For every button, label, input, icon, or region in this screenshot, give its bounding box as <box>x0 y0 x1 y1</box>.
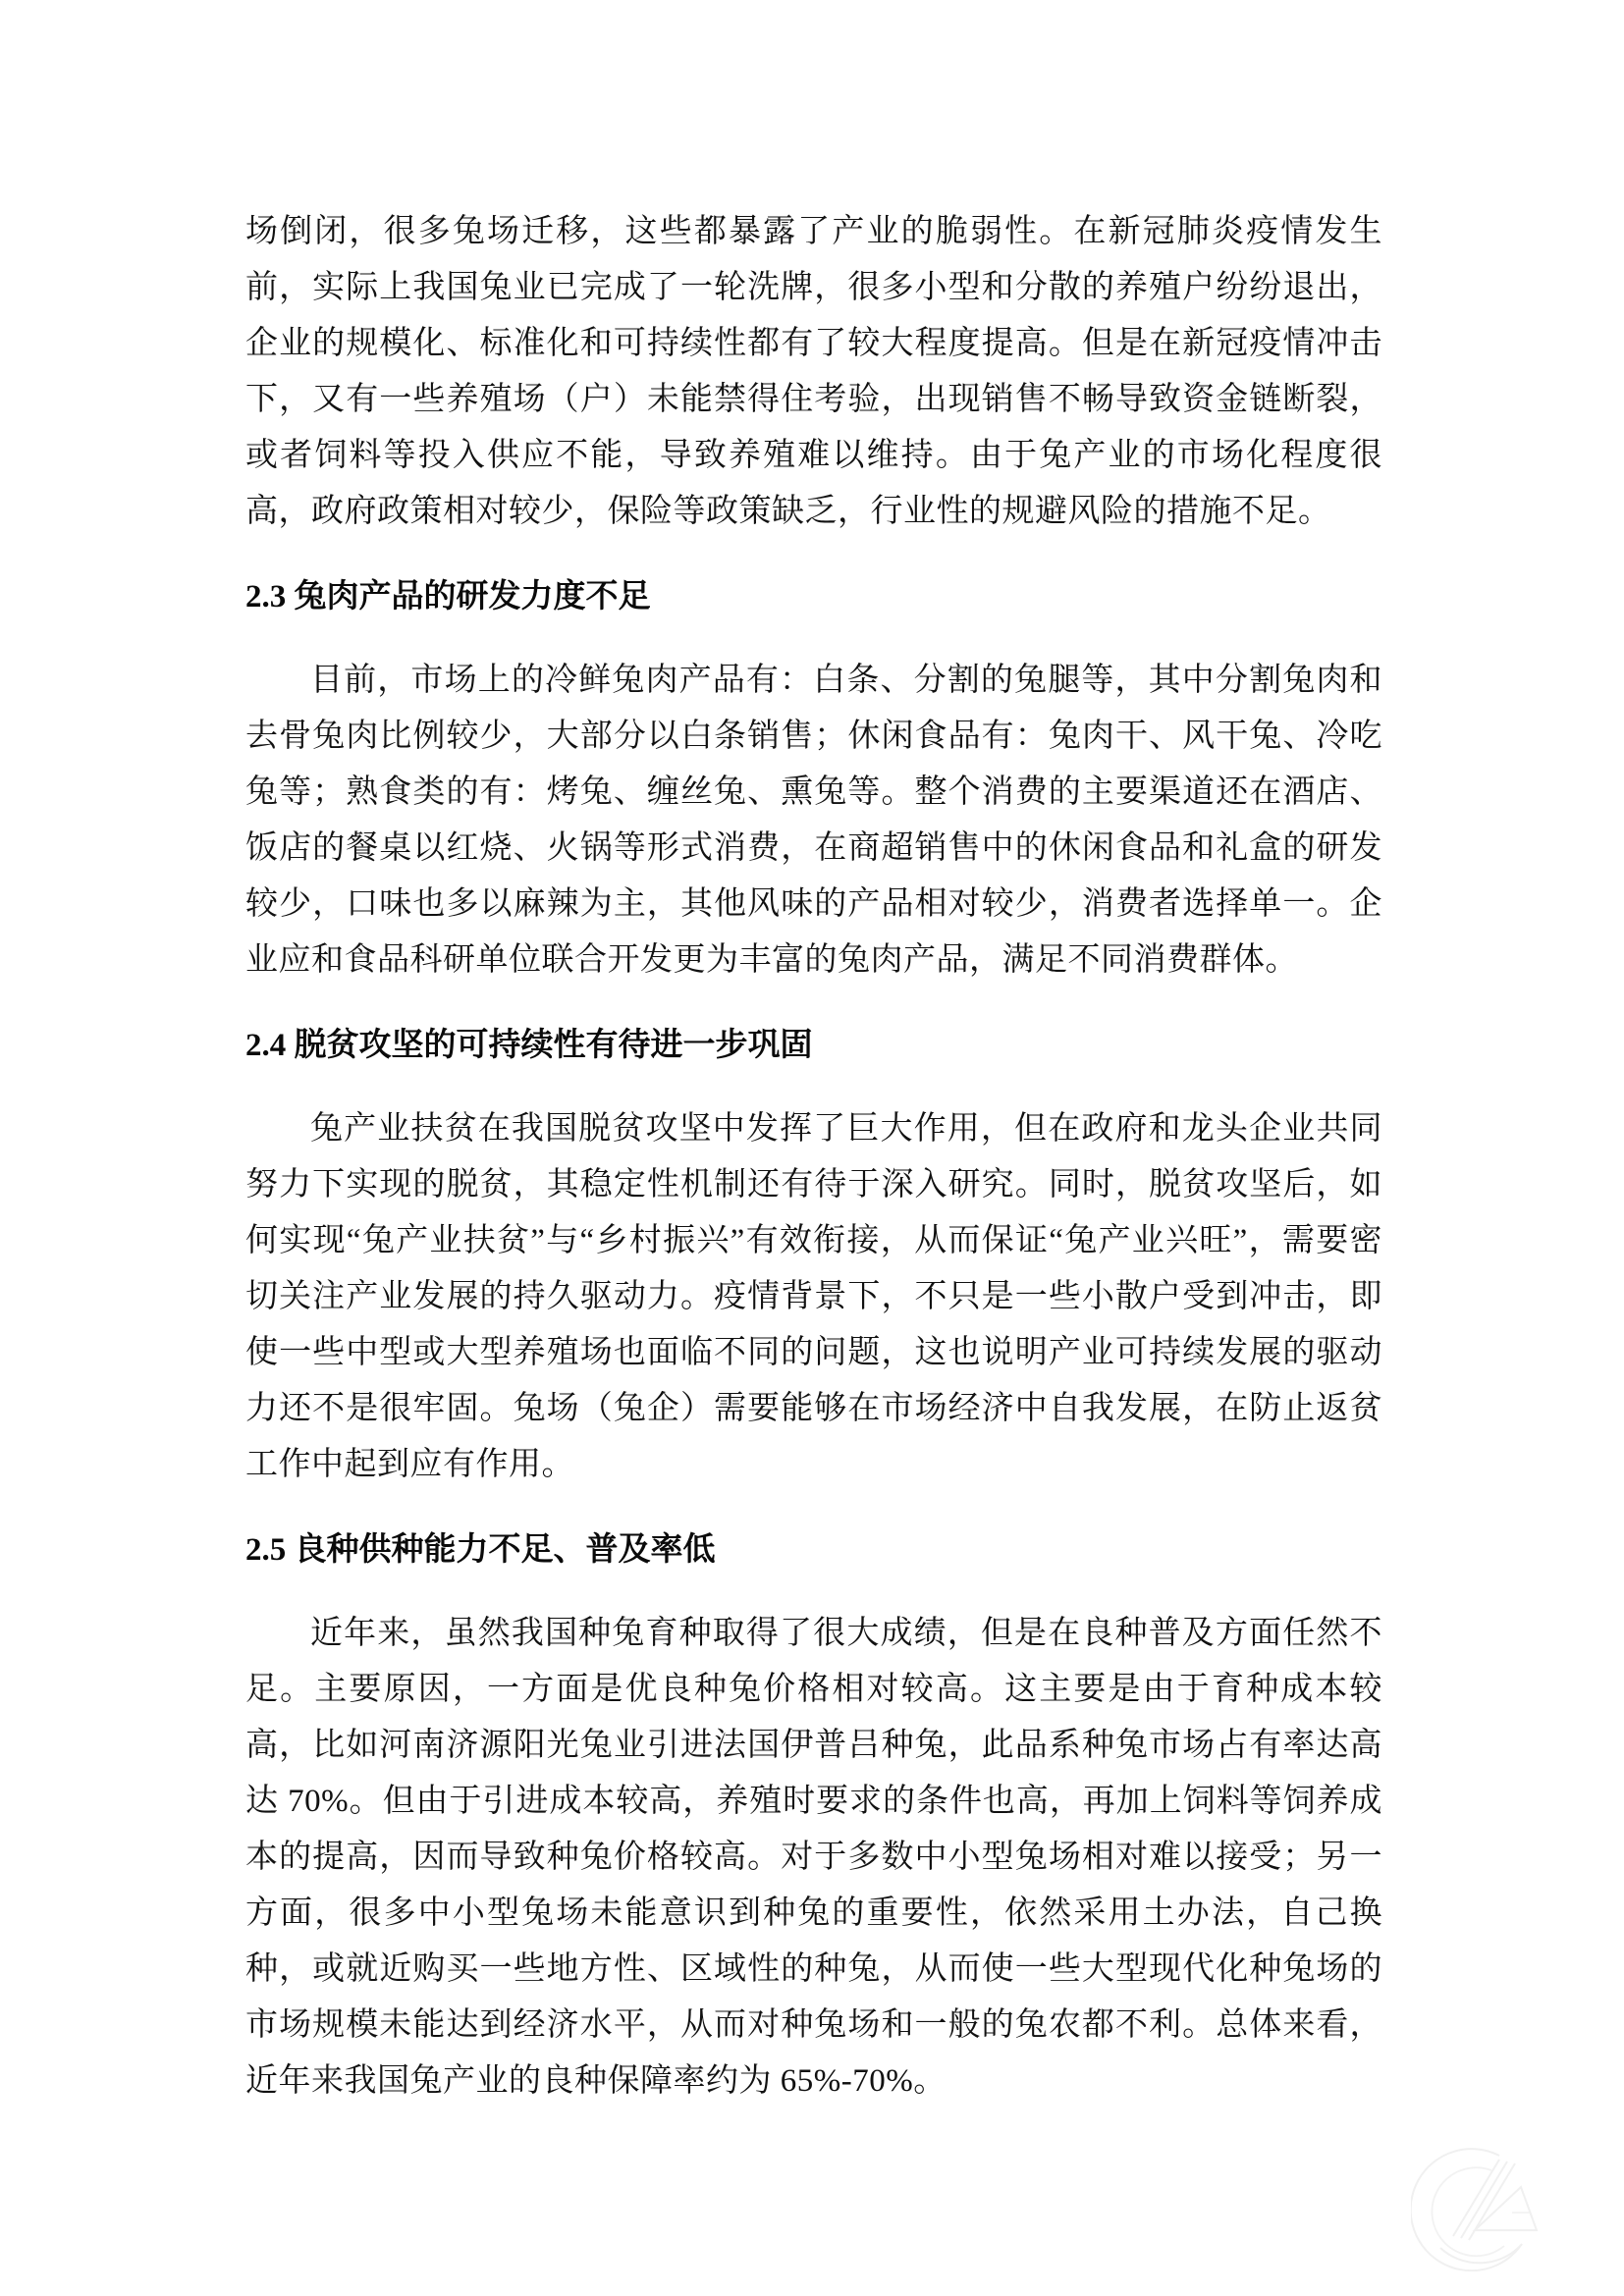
section-body-2-3: 目前，市场上的冷鲜兔肉产品有：白条、分割的兔腿等，其中分割兔肉和去骨兔肉比例较少，大部分以白条销售；休闲食品有：兔肉干、风干兔、冷吃兔等；熟食类的有：烤兔、缠丝兔、熏兔等。整个消费的主要渠道还在酒店、饭店的餐桌以红烧、火锅等形式消费，在商超销售中的休闲食品和礼盒的研发较少，口味也多以麻辣为主，其他风味的产品相对较少，消费者选择单一。企业应和食品科研单位联合开发更为丰富的兔肉产品，满足不同消费群体。 <box>245 663 1382 978</box>
section-heading-2-4: 2.4 脱贫攻坚的可持续性有待进一步巩固 <box>245 1028 813 1063</box>
intro-paragraph: 场倒闭，很多兔场迁移，这些都暴露了产业的脆弱性。在新冠肺炎疫情发生前，实际上我国兔业已完成了一轮洗牌，很多小型和分散的养殖户纷纷退出，企业的规模化、标准化和可持续性都有了较大程度提高。但是在新冠疫情冲击下，又有一些养殖场（户）未能禁得住考验，出现销售不畅导致资金链断裂，或者饲料等投入供应不能，导致养殖难以维持。由于兔产业的市场化程度很高，政府政策相对较少，保险等政策缺乏，行业性的规避风险的措施不足。 <box>245 214 1382 529</box>
section-heading-2-5: 2.5 良种供种能力不足、普及率低 <box>245 1532 716 1568</box>
section-heading-2-3: 2.3 兔肉产品的研发力度不足 <box>245 579 651 614</box>
watermark-logo-icon <box>1411 2146 1543 2278</box>
section-body-2-5: 近年来，虽然我国种兔育种取得了很大成绩，但是在良种普及方面任然不足。主要原因，一方面是优良种兔价格相对较高。这主要是由于育种成本较高，比如河南济源阳光兔业引进法国伊普吕种兔，此品系种兔市场占有率达高达 70%。但由于引进成本较高，养殖时要求的条件也高，再加上饲料等饲养成本的提高，因而导致种兔价格较高。对于多数中小型兔场相对难以接受；另一方面，很多中小型兔场未能意识到种兔的重要性，依然采用土办法，自己换种，或就近购买一些地方性、区域性的种兔，从而使一些大型现代化种兔场的市场规模未能达到经济水平，从而对种兔场和一般的兔农都不利。总体来看，近年来我国兔产业的良种保障率约为 65%-70%。 <box>245 1616 1382 2099</box>
page-content <box>245 204 1382 2109</box>
section-body-2-4: 兔产业扶贫在我国脱贫攻坚中发挥了巨大作用，但在政府和龙头企业共同努力下实现的脱贫，其稳定性机制还有待于深入研究。同时，脱贫攻坚后，如何实现“兔产业扶贫”与“乡村振兴”有效衔接，从而保证“兔产业兴旺”，需要密切关注产业发展的持久驱动力。疫情背景下，不只是一些小散户受到冲击，即使一些中型或大型养殖场也面临不同的问题，这也说明产业可持续发展的驱动力还不是很牢固。兔场（兔企）需要能够在市场经济中自我发展，在防止返贫工作中起到应有作用。 <box>245 1111 1382 1482</box>
